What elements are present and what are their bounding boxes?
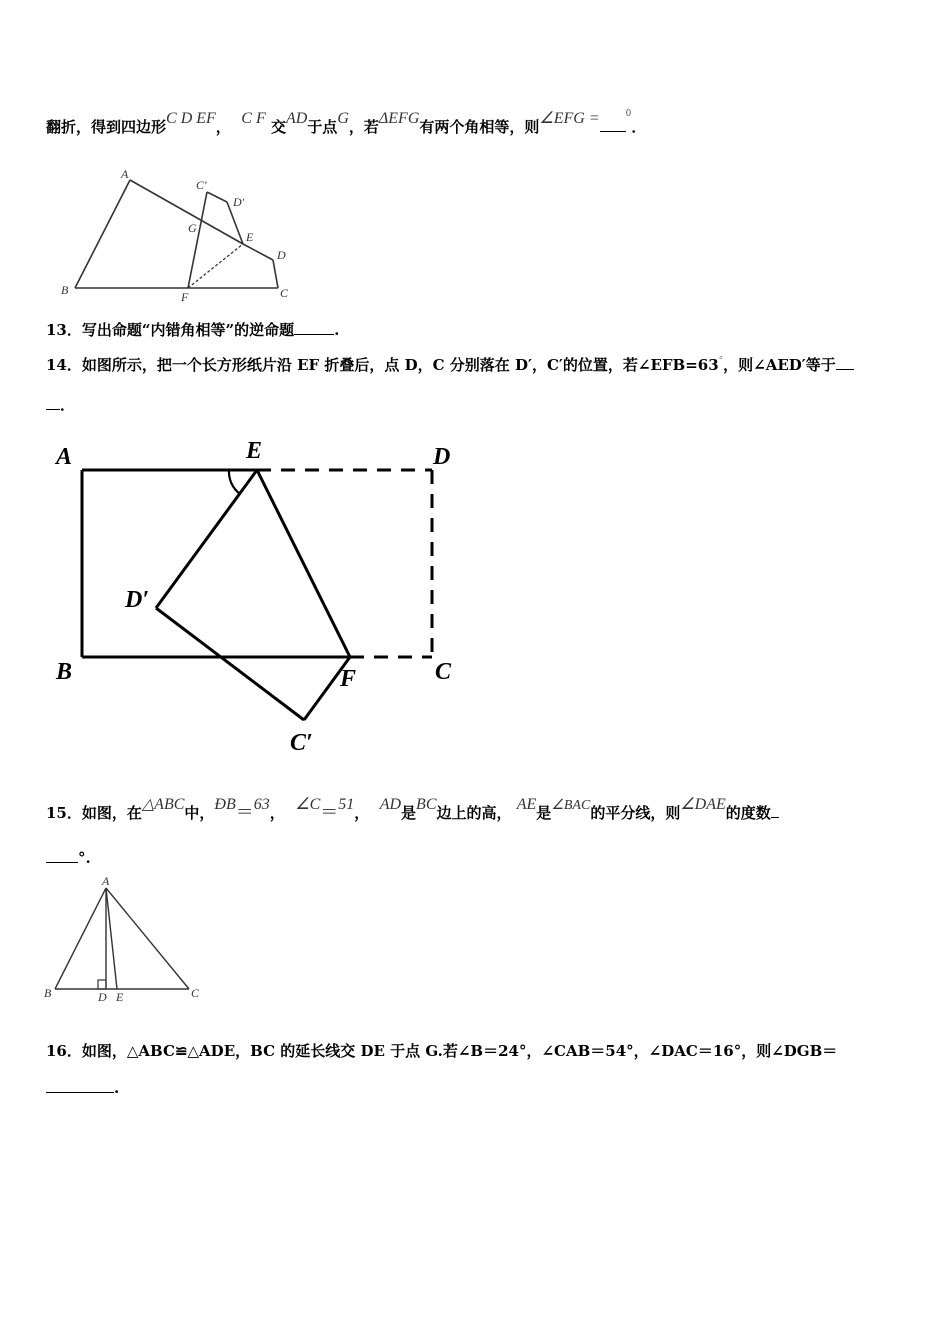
q15-text-4: ， — [354, 804, 370, 822]
q13-end: . — [334, 321, 340, 339]
q12-math-cdef: C D EF — [166, 110, 216, 127]
q12-label-d: D — [277, 248, 286, 262]
q15-eq-1: ＝ — [235, 802, 254, 823]
q15-label-a: A — [102, 874, 110, 888]
q14-text-2: ，则∠AED′等于 — [723, 356, 836, 374]
q15-label-b: B — [44, 986, 52, 1000]
q12-text-7: ． — [631, 118, 647, 136]
q12-label-d-prime: D' — [233, 195, 245, 209]
q13-line — [46, 319, 339, 340]
q12-math-ad: AD — [285, 110, 308, 127]
q14-line-1 — [46, 354, 854, 375]
q15-math-bc: BC — [416, 796, 437, 813]
q14-label-b: B — [56, 659, 73, 685]
q12-text-6: 有两个角相等，则 — [419, 118, 540, 136]
q16-answer-blank[interactable] — [46, 1078, 114, 1093]
q12-seg-cd — [273, 260, 278, 288]
q12-seg-ab — [75, 180, 130, 288]
q15-seg-ab — [55, 888, 106, 989]
q12-seg-ae — [130, 180, 243, 244]
q15-figure — [42, 873, 212, 1008]
q12-label-f: F — [181, 290, 189, 304]
q14-label-a: A — [56, 444, 73, 470]
q14-figure — [52, 434, 472, 759]
q12-label-b: B — [61, 283, 69, 297]
q16-line-1 — [46, 1040, 837, 1061]
q12-label-c: C — [280, 286, 289, 300]
q14-line-2 — [46, 394, 75, 415]
q15-label-d: D — [98, 990, 107, 1004]
q14-seg-ef — [257, 470, 350, 657]
q15-line-1 — [46, 798, 779, 824]
q12-math-angle: ∠EFG = — [539, 110, 600, 127]
q13-answer-blank[interactable] — [294, 320, 334, 335]
q14-label-e: E — [246, 438, 263, 464]
q15-math-bac: ∠BAC — [551, 798, 591, 813]
q12-answer-blank[interactable] — [600, 117, 626, 132]
q12-math-efg: ΔEFG — [378, 110, 420, 127]
q15-label-c: C — [191, 986, 200, 1000]
q14-label-f: F — [340, 666, 357, 692]
q12-label-g: G — [188, 221, 197, 235]
q14-angle-arc — [229, 470, 240, 494]
q13-text: 13．写出命题“内错角相等”的逆命题 — [46, 321, 295, 339]
q16-text: 16．如图，△ABC≌△ADE，BC 的延长线交 DE 于点 G.若∠B＝24°，∠CAB＝54°，∠DAC＝16°，则∠DGB＝ — [46, 1042, 838, 1060]
q12-figure — [55, 168, 305, 303]
q12-line — [46, 109, 647, 137]
q15-text-2: 中， — [184, 804, 215, 822]
q15-end: °. — [78, 849, 91, 867]
q14-answer-blank-b[interactable] — [46, 395, 60, 410]
q15-math-ad: AD — [379, 796, 402, 813]
q12-label-a: A — [121, 167, 129, 181]
q12-text-1: 翻折，得到四边形 — [46, 118, 167, 136]
q15-text-1: 15．如图，在 — [46, 804, 142, 822]
q14-degree: ° — [718, 356, 724, 366]
q12-label-c-prime: C' — [196, 178, 207, 192]
q15-text-3: ， — [269, 804, 285, 822]
q12-degree-sup: 0 — [625, 109, 632, 119]
q15-math-51: 51 — [338, 796, 355, 813]
q15-seg-ae — [106, 888, 117, 989]
q12-seg-de — [243, 244, 273, 260]
q14-seg-ed-prime — [156, 470, 257, 608]
q14-label-d-prime: D′ — [125, 587, 150, 613]
q14-seg-dprime-cprime — [156, 608, 304, 720]
q15-answer-blank-a[interactable] — [771, 803, 779, 818]
q14-end: ． — [60, 396, 76, 414]
q12-text-3: 交 — [270, 118, 286, 136]
q16-end: . — [114, 1079, 120, 1097]
q15-line-2 — [46, 848, 91, 867]
q15-right-angle-mark — [98, 980, 106, 989]
q16-line-2 — [46, 1078, 119, 1097]
q15-math-angle-c: ∠C — [295, 796, 321, 813]
q15-text-5: 是 — [401, 804, 417, 822]
q12-seg-fc-prime — [188, 192, 207, 288]
q15-math-triangle: △ABC — [141, 796, 185, 813]
q15-eq-2: ＝ — [320, 802, 339, 823]
q15-math-63: 63 — [253, 796, 270, 813]
q15-math-dae: ∠DAE — [680, 796, 726, 813]
q14-text: 14．如图所示，把一个长方形纸片沿 EF 折叠后，点 D，C 分别落在 D′，C′的位置，若∠EFB=63 — [46, 356, 719, 374]
q14-label-c-prime: C′ — [290, 730, 313, 756]
q12-label-e: E — [246, 230, 254, 244]
q12-text-2: ， — [215, 118, 231, 136]
q15-text-8: 的平分线，则 — [590, 804, 681, 822]
q15-seg-ac — [106, 888, 189, 989]
q15-answer-blank-b[interactable] — [46, 848, 78, 863]
q12-seg-cprime-dprime — [207, 192, 227, 202]
q15-label-e: E — [116, 990, 124, 1004]
q12-math-cf: C F — [241, 110, 266, 127]
q12-text-4: 于点 — [307, 118, 338, 136]
q14-label-d: D — [433, 444, 451, 470]
q15-text-6: 边上的高， — [436, 804, 512, 822]
q14-label-c: C — [435, 659, 452, 685]
q12-text-5: ，若 — [348, 118, 379, 136]
q12-seg-fe-dashed — [188, 244, 243, 288]
q14-answer-blank-a[interactable] — [836, 355, 854, 370]
q15-text-9: 的度数 — [725, 804, 771, 822]
q15-math-ae: AE — [516, 796, 537, 813]
q15-text-7: 是 — [536, 804, 552, 822]
q15-math-angle-b: ÐB — [214, 796, 236, 813]
q12-math-g: G — [337, 110, 349, 127]
